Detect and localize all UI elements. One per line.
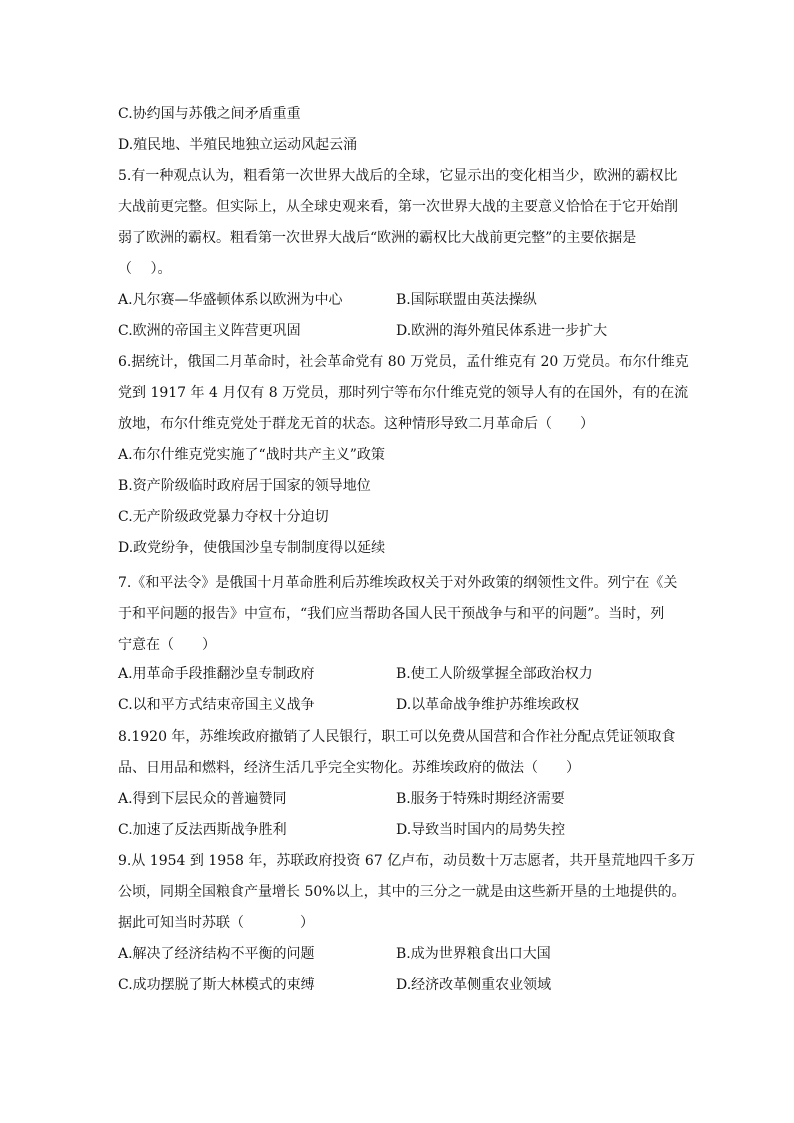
- q6-stem-line-2: 党到 1917 年 4 月仅有 8 万党员，那时列宁等布尔什维克党的领导人有的在国外，有的在流: [118, 385, 689, 401]
- q7-option-a: A.用革命手段推翻沙皇专制政府: [118, 666, 315, 682]
- q5-stem-line-2: 大战前更完整。但实际上，从全球史观来看，第一次世界大战的主要意义恰恰在于它开始削: [118, 199, 678, 215]
- q9-option-d: D.经济改革侧重农业领域: [396, 977, 552, 993]
- q7-stem-line-2: 于和平问题的报告》中宣布，“我们应当帮助各国人民干预战争与和平的问题”。当时，列: [118, 606, 665, 622]
- q9-option-a: A.解决了经济结构不平衡的问题: [118, 946, 315, 962]
- q5-option-b: B.国际联盟由英法操纵: [396, 292, 537, 308]
- q4-option-d: D.殖民地、半殖民地独立运动风起云涌: [118, 137, 358, 153]
- q7-stem-line-3: 宁意在（ ）: [118, 637, 216, 653]
- q5-stem-line-1: 5.有一种观点认为，粗看第一次世界大战后的全球，它显示出的变化相当少，欧洲的霸权比: [118, 168, 678, 184]
- q6-option-b: B.资产阶级临时政府居于国家的领导地位: [118, 478, 371, 494]
- q6-stem-line-1: 6.据统计，俄国二月革命时，社会革命党有 80 万党员，孟什维克有 20 万党员。布尔什维克: [118, 354, 689, 370]
- q9-option-c: C.成功摆脱了斯大林模式的束缚: [118, 977, 315, 993]
- q4-option-c: C.协约国与苏俄之间矛盾重重: [118, 106, 301, 122]
- q5-option-d: D.欧洲的海外殖民体系进一步扩大: [396, 323, 608, 339]
- q8-stem-line-2: 品、日用品和燃料，经济生活几乎完全实物化。苏维埃政府的做法（ ）: [118, 760, 580, 776]
- q9-stem-line-2: 公顷，同期全国粮食产量增长 50%以上，其中的三分之一就是由这些新开垦的土地提供的。: [118, 884, 686, 900]
- q6-option-c: C.无产阶级政党暴力夺权十分迫切: [118, 509, 329, 525]
- q7-option-d: D.以革命战争维护苏维埃政权: [396, 697, 580, 713]
- q5-stem-line-3: 弱了欧洲的霸权。粗看第一次世界大战后“欧洲的霸权比大战前更完整”的主要依据是: [118, 230, 637, 246]
- q8-option-a: A.得到下层民众的普遍赞同: [118, 791, 287, 807]
- q6-option-d: D.政党纷争，使俄国沙皇专制制度得以延续: [118, 540, 386, 556]
- q7-option-b: B.使工人阶级掌握全部政治权力: [396, 666, 593, 682]
- q7-stem-line-1: 7.《和平法令》是俄国十月革命胜利后苏维埃政权关于对外政策的纲领性文件。列宁在《关: [118, 575, 678, 591]
- q8-option-c: C.加速了反法西斯战争胜利: [118, 822, 287, 838]
- q9-stem-line-3: 据此可知当时苏联（ ）: [118, 915, 314, 931]
- q9-option-b: B.成为世界粮食出口大国: [396, 946, 551, 962]
- q8-option-b: B.服务于特殊时期经济需要: [396, 791, 565, 807]
- q7-option-c: C.以和平方式结束帝国主义战争: [118, 697, 315, 713]
- q8-stem-line-1: 8.1920 年，苏维埃政府撤销了人民银行，职工可以免费从国营和合作社分配点凭证领取食: [118, 729, 676, 745]
- q5-option-a: A.凡尔赛—华盛顿体系以欧洲为中心: [118, 292, 343, 308]
- q9-stem-line-1: 9.从 1954 到 1958 年，苏联政府投资 67 亿卢布，动员数十万志愿者，共开垦荒地四千多万: [118, 853, 696, 869]
- q5-option-c: C.欧洲的帝国主义阵营更巩固: [118, 323, 301, 339]
- q8-option-d: D.导致当时国内的局势失控: [396, 822, 566, 838]
- q6-option-a: A.布尔什维克党实施了“战时共产主义”政策: [118, 447, 385, 463]
- q5-stem-line-4: （ ）。: [118, 261, 172, 277]
- q6-stem-line-3: 放地，布尔什维克党处于群龙无首的状态。这种情形导致二月革命后（ ）: [118, 416, 594, 432]
